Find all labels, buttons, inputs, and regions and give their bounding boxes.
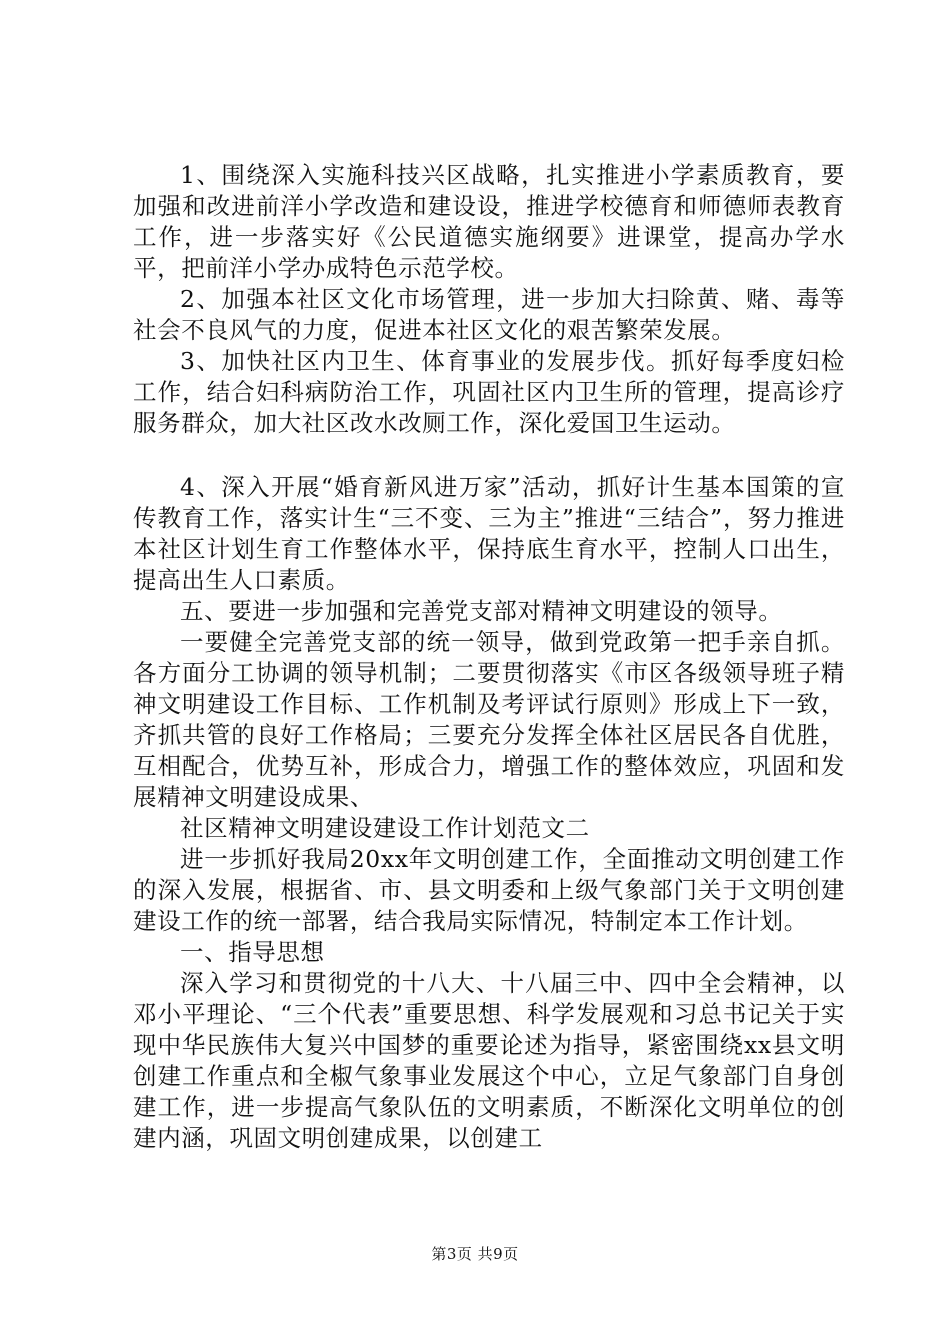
section-heading-guiding-thought: 一、指导思想 [180,938,325,966]
paragraph-plan-intro: 进一步抓好我局20xx年文明创建工作，全面推动文明创建工作的深入发展，根据省、市、县文明委和上级气象部门关于文明创建建设工作的统一部署，结合我局实际情况，特制定本工作计划。 [133,845,845,935]
paragraph-1-school-education: 1、围绕深入实施科技兴区战略，扎实推进小学素质教育，要加强和改进前洋小学改造和建设设，推进学校德育和师德师表教育工作，进一步落实好《公民道德实施纲要》进课堂，提高办学水平，把前洋小学办成特色示范学校。 [133,161,845,282]
page-footer: 第3页 共9页 [431,1245,519,1263]
document-body [133,160,845,1154]
paragraph-2-culture-market: 2、加强本社区文化市场管理，进一步加大扫除黄、赌、毒等社会不良风气的力度，促进本社区文化的艰苦繁荣发展。 [133,285,845,344]
paragraph-3-health-sports: 3、加快社区内卫生、体育事业的发展步伐。抓好每季度妇检工作，结合妇科病防治工作，巩固社区内卫生所的管理，提高诊疗服务群众，加大社区改水改厕工作，深化爱国卫生运动。 [133,347,845,437]
paragraph-gap [133,439,845,472]
paragraph-guiding-thought-detail: 深入学习和贯彻党的十八大、十八届三中、四中全会精神，以邓小平理论、“三个代表”重要思想、科学发展观和习总书记关于实现中华民族伟大复兴中国梦的重要论述为指导，紧密围绕xx县文明创建工作重点和全椒气象事业发展这个中心，立足气象部门自身创建工作，进一步提高气象队伍的文明素质，不断深化文明单位的创建内涵，巩固文明创建成果，以创建工 [133,969,845,1152]
paragraph-4-family-planning: 4、深入开展“婚育新风进万家”活动，抓好计生基本国策的宣传教育工作，落实计生“三不变、三为主”推进“三结合”，努力推进本社区计划生育工作整体水平，保持底生育水平，控制人口出生，提高出生人口素质。 [133,473,845,594]
section-heading-party-leadership: 五、要进一步加强和完善党支部对精神文明建设的领导。 [180,597,783,625]
paragraph-party-leadership-detail: 一要健全完善党支部的统一领导，做到党政第一把手亲自抓。各方面分工协调的领导机制；二要贯彻落实《市区各级领导班子精神文明建设工作目标、工作机制及考评试行原则》形成上下一致，齐抓共管的良好工作格局；三要充分发挥全体社区居民各自优胜，互相配合，优势互补，形成合力，增强工作的整体效应，巩固和发展精神文明建设成果、 [133,628,845,811]
document-subtitle-sample-two: 社区精神文明建设建设工作计划范文二 [180,814,590,842]
